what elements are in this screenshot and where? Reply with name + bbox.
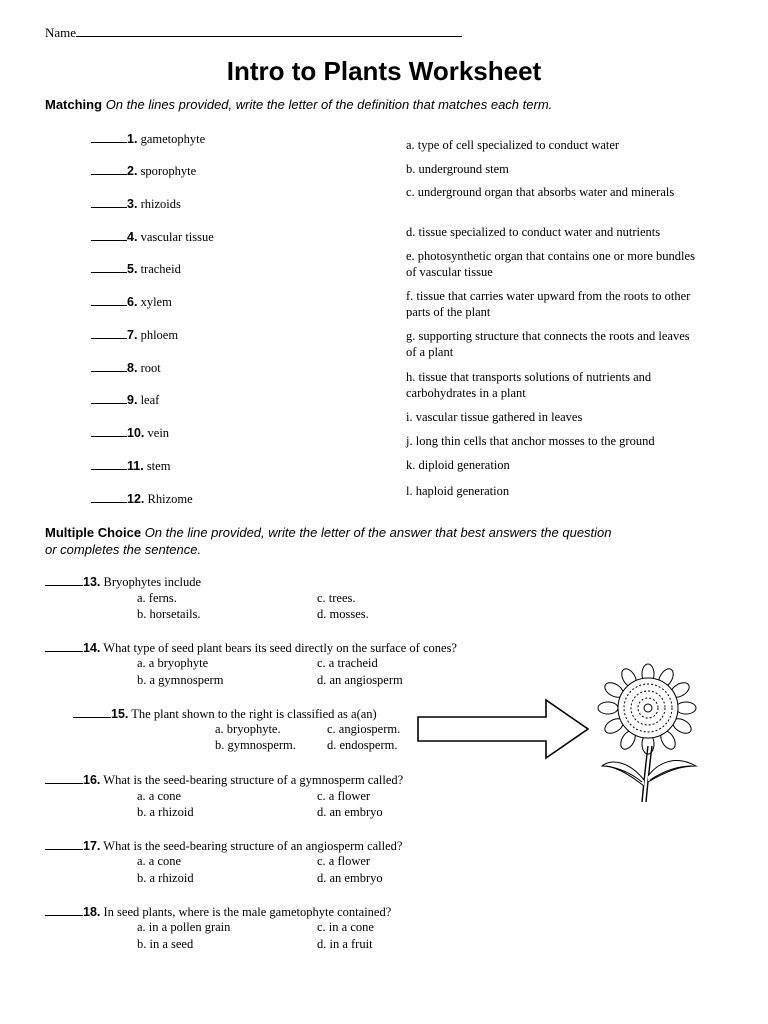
answer-blank[interactable] (91, 458, 127, 470)
question-14 (45, 640, 457, 656)
term-item (91, 131, 205, 147)
mc-instruction-text-2: or completes the sentence. (45, 542, 202, 557)
mc-instructions (45, 525, 612, 540)
answer-blank[interactable] (91, 491, 127, 503)
name-blank-line[interactable] (76, 24, 462, 37)
option-d: d. an angiosperm (317, 673, 403, 687)
definition-item: j. long thin cells that anchor mosses to the ground (406, 434, 655, 448)
term-number: 11. (127, 459, 144, 473)
option-b: b. horsetails. (137, 607, 201, 621)
question-number: 17. (83, 839, 101, 853)
term-text: stem (146, 459, 171, 473)
question-number: 16. (83, 773, 101, 787)
sunflower-illustration (594, 662, 706, 806)
answer-blank[interactable] (91, 425, 127, 437)
term-item (91, 491, 193, 507)
option-c: c. trees. (317, 591, 356, 605)
term-text: tracheid (140, 262, 181, 276)
term-text: gametophyte (140, 132, 206, 146)
mc-instruction-text: On the line provided, write the letter of the answer that best answers the question (144, 525, 612, 540)
question-17 (45, 838, 402, 854)
option-b: b. in a seed (137, 937, 194, 951)
option-d: d. an embryo (317, 805, 383, 819)
question-number: 18. (83, 905, 101, 919)
term-number: 10. (127, 426, 145, 440)
question-18 (45, 904, 391, 920)
option-d: d. mosses. (317, 607, 369, 621)
definition-item: h. tissue that transports solutions of nutrients and carbohydrates in a plant (406, 370, 652, 400)
answer-blank[interactable] (73, 706, 111, 718)
matching-instruction-text: On the lines provided, write the letter of the definition that matches each term. (105, 97, 553, 112)
option-d: d. an embryo (317, 871, 383, 885)
term-number: 9. (127, 393, 138, 407)
option-c: c. a flower (317, 854, 371, 868)
question-15 (73, 706, 377, 722)
question-13 (45, 574, 201, 590)
term-item (91, 458, 170, 474)
term-number: 1. (127, 132, 138, 146)
option-b: b. a rhizoid (137, 805, 194, 819)
arrow-right-icon (416, 698, 592, 760)
term-item (91, 392, 159, 408)
name-field[interactable] (45, 24, 462, 41)
term-number: 3. (127, 197, 138, 211)
term-text: xylem (140, 295, 172, 309)
term-number: 7. (127, 328, 138, 342)
question-text: What is the seed-bearing structure of an angiosperm called? (103, 839, 403, 853)
answer-blank[interactable] (91, 163, 127, 175)
term-item (91, 261, 181, 277)
answer-blank[interactable] (91, 261, 127, 273)
answer-blank[interactable] (45, 904, 83, 916)
option-b: b. a gymnosperm (137, 673, 224, 687)
term-number: 12. (127, 492, 145, 506)
term-text: vascular tissue (140, 230, 214, 244)
option-c: c. angiosperm. (327, 722, 401, 736)
definition-item: a. type of cell specialized to conduct water (406, 138, 620, 152)
option-a: a. a cone (137, 789, 182, 803)
answer-blank[interactable] (91, 360, 127, 372)
term-number: 8. (127, 361, 138, 375)
term-number: 6. (127, 295, 138, 309)
option-d: d. endosperm. (327, 738, 398, 752)
definition-item: f. tissue that carries water upward from the roots to other parts of the plant (406, 289, 691, 319)
name-label: Name (45, 25, 77, 40)
answer-blank[interactable] (45, 574, 83, 586)
term-text: Rhizome (147, 492, 193, 506)
term-text: vein (147, 426, 170, 440)
answer-blank[interactable] (45, 838, 83, 850)
term-item (91, 294, 172, 310)
term-item (91, 360, 161, 376)
answer-blank[interactable] (91, 327, 127, 339)
question-number: 13. (83, 575, 101, 589)
question-text: What type of seed plant bears its seed directly on the surface of cones? (103, 641, 457, 655)
term-text: root (140, 361, 161, 375)
option-b: b. gymnosperm. (215, 738, 296, 752)
term-text: leaf (140, 393, 160, 407)
term-number: 2. (127, 164, 138, 178)
answer-blank[interactable] (91, 392, 127, 404)
option-a: a. a bryophyte (137, 656, 209, 670)
term-number: 4. (127, 230, 138, 244)
definition-item: c. underground organ that absorbs water and minerals (406, 185, 675, 199)
term-item (91, 425, 169, 441)
matching-instructions (45, 97, 552, 112)
page-title: Intro to Plants Worksheet (226, 56, 542, 86)
option-a: a. a cone (137, 854, 182, 868)
definition-item: d. tissue specialized to conduct water and nutrients (406, 225, 661, 239)
mc-instructions-cont (45, 542, 201, 557)
mc-heading: Multiple Choice (45, 525, 142, 540)
answer-blank[interactable] (45, 772, 83, 784)
term-item (91, 327, 178, 343)
definition-item: i. vascular tissue gathered in leaves (406, 410, 583, 424)
term-item (91, 196, 181, 212)
option-a: a. bryophyte. (215, 722, 281, 736)
definition-item: g. supporting structure that connects the roots and leaves of a plant (406, 329, 690, 359)
option-a: a. ferns. (137, 591, 177, 605)
option-c: c. a flower (317, 789, 371, 803)
answer-blank[interactable] (91, 294, 127, 306)
matching-heading: Matching (45, 97, 103, 112)
definition-item: k. diploid generation (406, 458, 510, 472)
answer-blank[interactable] (91, 196, 127, 208)
definition-item: l. haploid generation (406, 484, 510, 498)
option-c: c. a tracheid (317, 656, 378, 670)
term-item (91, 163, 196, 179)
answer-blank[interactable] (91, 131, 127, 143)
term-item (91, 229, 214, 245)
option-c: c. in a cone (317, 920, 374, 934)
definition-item: b. underground stem (406, 162, 509, 176)
answer-blank[interactable] (45, 640, 83, 652)
term-text: phloem (140, 328, 179, 342)
term-number: 5. (127, 262, 138, 276)
answer-blank[interactable] (91, 229, 127, 241)
question-text: Bryophytes include (103, 575, 202, 589)
term-text: sporophyte (140, 164, 197, 178)
question-16 (45, 772, 403, 788)
definition-item: e. photosynthetic organ that contains one or more bundles of vascular tissue (406, 249, 695, 279)
question-text: The plant shown to the right is classified as a(an) (131, 707, 377, 721)
question-number: 15. (111, 707, 129, 721)
question-text: In seed plants, where is the male gametophyte contained? (103, 905, 392, 919)
question-number: 14. (83, 641, 101, 655)
option-b: b. a rhizoid (137, 871, 194, 885)
term-text: rhizoids (140, 197, 181, 211)
option-d: d. in a fruit (317, 937, 373, 951)
question-text: What is the seed-bearing structure of a gymnosperm called? (103, 773, 404, 787)
option-a: a. in a pollen grain (137, 920, 231, 934)
